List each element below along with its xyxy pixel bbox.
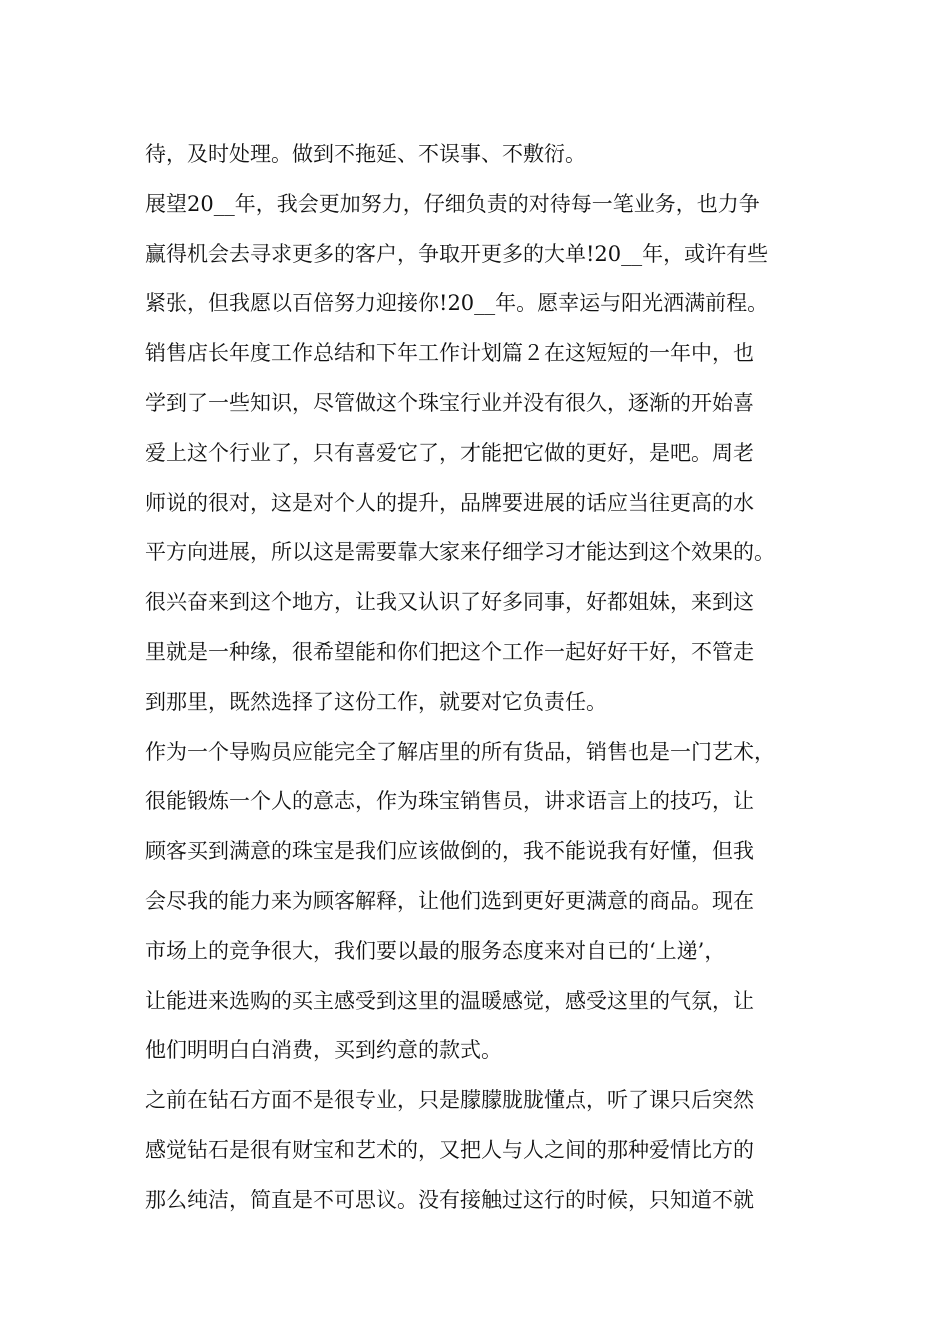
paragraph-3 <box>145 329 810 727</box>
text-line: 展望20__年，我会更加努力，仔细负责的对待每一笔业务，也力争 <box>145 191 760 216</box>
text-line: 他们明明白白消费，买到约意的款式。 <box>145 1038 502 1063</box>
text-line: 会尽我的能力来为顾客解释，让他们选到更好更满意的商品。现在 <box>145 888 754 913</box>
text-line: 那么纯洁，简直是不可思议。没有接触过这行的时候，只知道不就 <box>145 1187 754 1212</box>
text-line: 顾客买到满意的珠宝是我们应该做倒的，我不能说我有好懂，但我 <box>145 839 754 864</box>
text-line: 作为一个导购员应能完全了解店里的所有货品，销售也是一门艺术， <box>145 739 775 764</box>
paragraph-5 <box>145 1076 810 1225</box>
text-line: 爱上这个行业了，只有喜爱它了，才能把它做的更好，是吧。周老 <box>145 440 754 465</box>
paragraph-1 <box>145 130 810 180</box>
text-line: 紧张，但我愿以百倍努力迎接你!20__年。愿幸运与阳光洒满前程。 <box>145 291 769 316</box>
text-line: 师说的很对，这是对个人的提升，品牌要进展的话应当往更高的水 <box>145 490 754 515</box>
text-line: 学到了一些知识，尽管做这个珠宝行业并没有很久，逐渐的开始喜 <box>145 390 754 415</box>
document-body <box>145 130 810 1226</box>
text-line: 很能锻炼一个人的意志，作为珠宝销售员，讲求语言上的技巧，让 <box>145 789 754 814</box>
text-line: 平方向进展，所以这是需要靠大家来仔细学习才能达到这个效果的。 <box>145 540 775 565</box>
text-line: 让能进来选购的买主感受到这里的温暖感觉，感受这里的气氛，让 <box>145 988 754 1013</box>
text-line: 销售店长年度工作总结和下年工作计划篇２在这短短的一年中，也 <box>145 341 754 366</box>
text-line: 很兴奋来到这个地方，让我又认识了好多同事，好都姐妹，来到这 <box>145 590 754 615</box>
paragraph-2 <box>145 180 810 329</box>
text-line: 感觉钻石是很有财宝和艺术的，又把人与人之间的那种爱情比方的 <box>145 1137 754 1162</box>
text-line: 到那里，既然选择了这份工作，就要对它负责任。 <box>145 689 607 714</box>
text-line: 里就是一种缘，很希望能和你们把这个工作一起好好干好，不管走 <box>145 639 754 664</box>
text-line: 待，及时处理。做到不拖延、不误事、不敷衍。 <box>145 142 586 166</box>
paragraph-4 <box>145 728 810 1077</box>
text-line: 之前在钻石方面不是很专业，只是朦朦胧胧懂点，听了课只后突然 <box>145 1088 754 1113</box>
text-line: 市场上的竞争很大，我们要以最的服务态度来对自已的‘上递’， <box>145 938 726 963</box>
text-line: 赢得机会去寻求更多的客户，争取开更多的大单!20__年，或许有些 <box>145 241 769 266</box>
